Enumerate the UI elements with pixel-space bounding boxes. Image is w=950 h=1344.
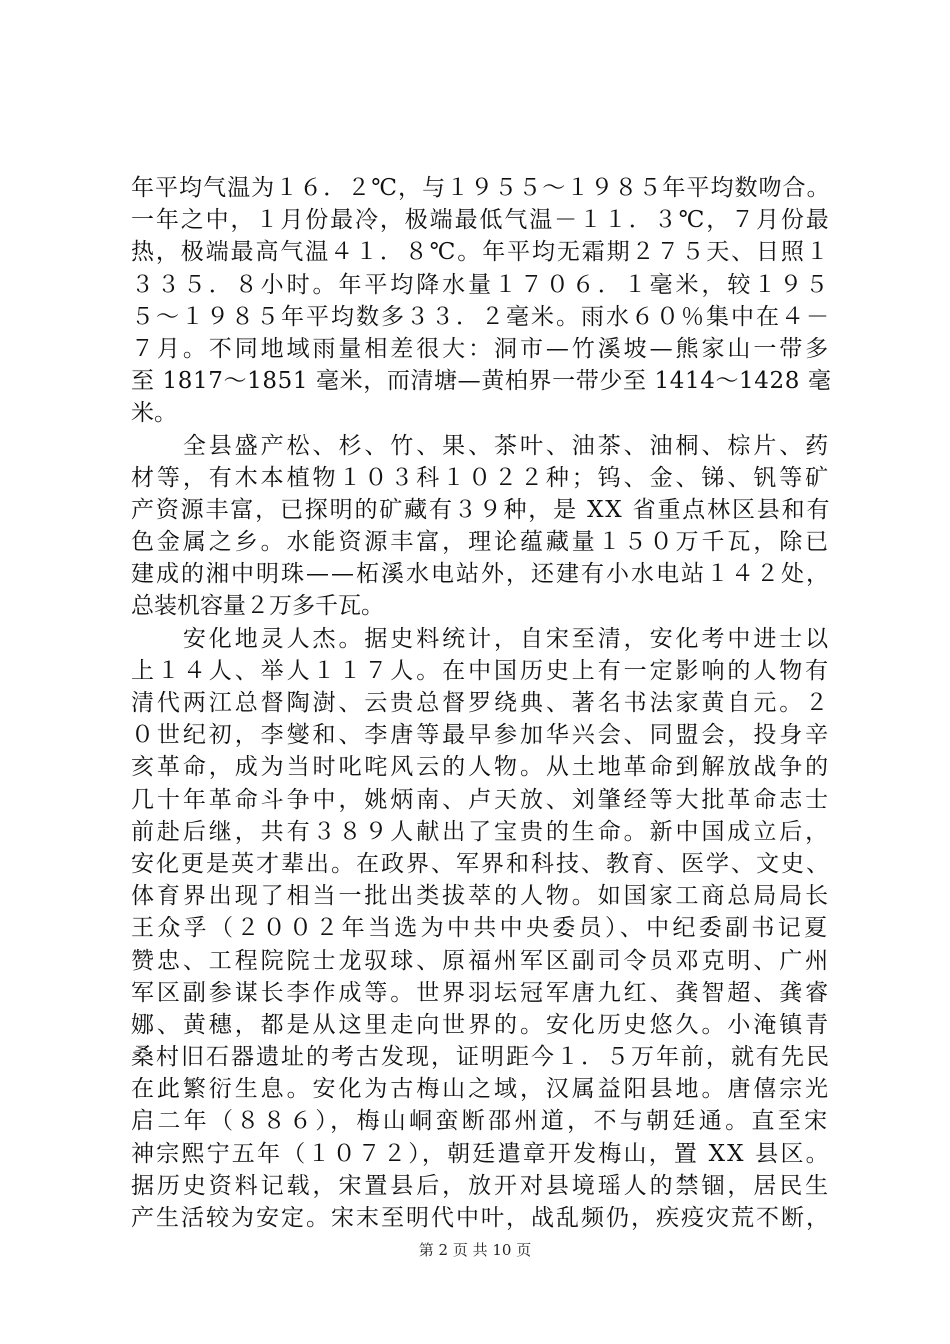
text-line: 体育界出现了相当一批出类拔萃的人物。如国家工商总局局长 [131, 883, 832, 910]
text-line: 一年之中，１月份最冷，极端最低气温－１１．３℃，７月份最 [131, 207, 831, 234]
text-line: 热，极端最高气温４１．８℃。年平均无霜期２７５天、日照１ [131, 239, 831, 266]
text-line: 总装机容量２万多千瓦。 [131, 593, 384, 620]
page-footer [0, 1240, 950, 1260]
text-line: 全县盛产松、杉、竹、果、茶叶、油茶、油桐、棕片、药 [131, 432, 832, 459]
text-line: ０世纪初，李燮和、李唐等最早参加华兴会、同盟会，投身辛 [131, 722, 832, 749]
text-line: 几十年革命斗争中，姚炳南、卢天放、刘肇经等大批革命志士 [131, 786, 832, 813]
text-line: 色金属之乡。水能资源丰富，理论蕴藏量１５０万千瓦，除已 [131, 529, 832, 556]
text-line: 材等，有木本植物１０３科１０２２种；钨、金、锑、钒等矿 [131, 464, 832, 491]
text-line: 赞忠、工程院院士龙驭球、原福州军区副司令员邓克明、广州 [131, 947, 832, 974]
text-line: 上１４人、举人１１７人。在中国历史上有一定影响的人物有 [131, 657, 832, 684]
text-line: 王众孚（２００２年当选为中共中央委员）、中纪委副书记夏 [131, 915, 831, 942]
text-line: 安化地灵人杰。据史料统计，自宋至清，安化考中进士以 [131, 625, 832, 652]
text-line: 亥革命，成为当时叱咤风云的人物。从土地革命到解放战争的 [131, 754, 832, 781]
text-line: 军区副参谋长李作成等。世界羽坛冠军唐九红、龚智超、龚睿 [131, 979, 832, 1006]
text-line: 神宗熙宁五年（１０７２），朝廷遣章开发梅山，置 XX 县区。 [131, 1140, 831, 1167]
text-line: 米。 [131, 400, 177, 427]
text-line: ３３５．８小时。年平均降水量１７０６．１毫米，较１９５ [131, 271, 832, 298]
text-line: ５～１９８５年平均数多３３．２毫米。雨水６０％集中在４－ [131, 303, 831, 330]
text-line: ７月。不同地域雨量相差很大：洞市—竹溪坡—熊家山一带多 [131, 335, 832, 362]
text-line: 清代两江总督陶澍、云贵总督罗绕典、著名书法家黄自元。２ [131, 690, 832, 716]
text-line: 启二年（８８６），梅山峒蛮断邵州道，不与朝廷通。直至宋 [131, 1108, 831, 1135]
text-line: 安化更是英才辈出。在政界、军界和科技、教育、医学、文史、 [131, 850, 831, 877]
page-number-label: 第 2 页 共 10 页 [418, 1241, 532, 1259]
text-line: 娜、黄穗，都是从这里走向世界的。安化历史悠久。小淹镇青 [131, 1011, 832, 1038]
text-line: 据历史资料记载，宋置县后，放开对县境瑶人的禁锢，居民生 [131, 1172, 832, 1199]
text-line: 在此繁衍生息。安化为古梅山之域，汉属益阳县地。唐僖宗光 [131, 1076, 832, 1103]
text-line: 年平均气温为１６．２℃，与１９５５～１９８５年平均数吻合。 [131, 175, 831, 201]
text-line: 产资源丰富，已探明的矿藏有３９种，是 XX 省重点林区县和有 [131, 496, 832, 523]
text-line: 产生活较为安定。宋末至明代中叶，战乱频仍，疾疫灾荒不断， [131, 1205, 831, 1231]
text-line: 桑村旧石器遗址的考古发现，证明距今１．５万年前，就有先民 [131, 1044, 831, 1071]
document-body [131, 172, 831, 1234]
text-line: 建成的湘中明珠——柘溪水电站外，还建有小水电站１４２处， [131, 561, 831, 588]
text-line: 至 1817～1851 毫米，而清塘—黄柏界一带少至 1414～1428 毫 [131, 368, 832, 395]
text-line: 前赴后继，共有３８９人献出了宝贵的生命。新中国成立后， [131, 818, 832, 845]
